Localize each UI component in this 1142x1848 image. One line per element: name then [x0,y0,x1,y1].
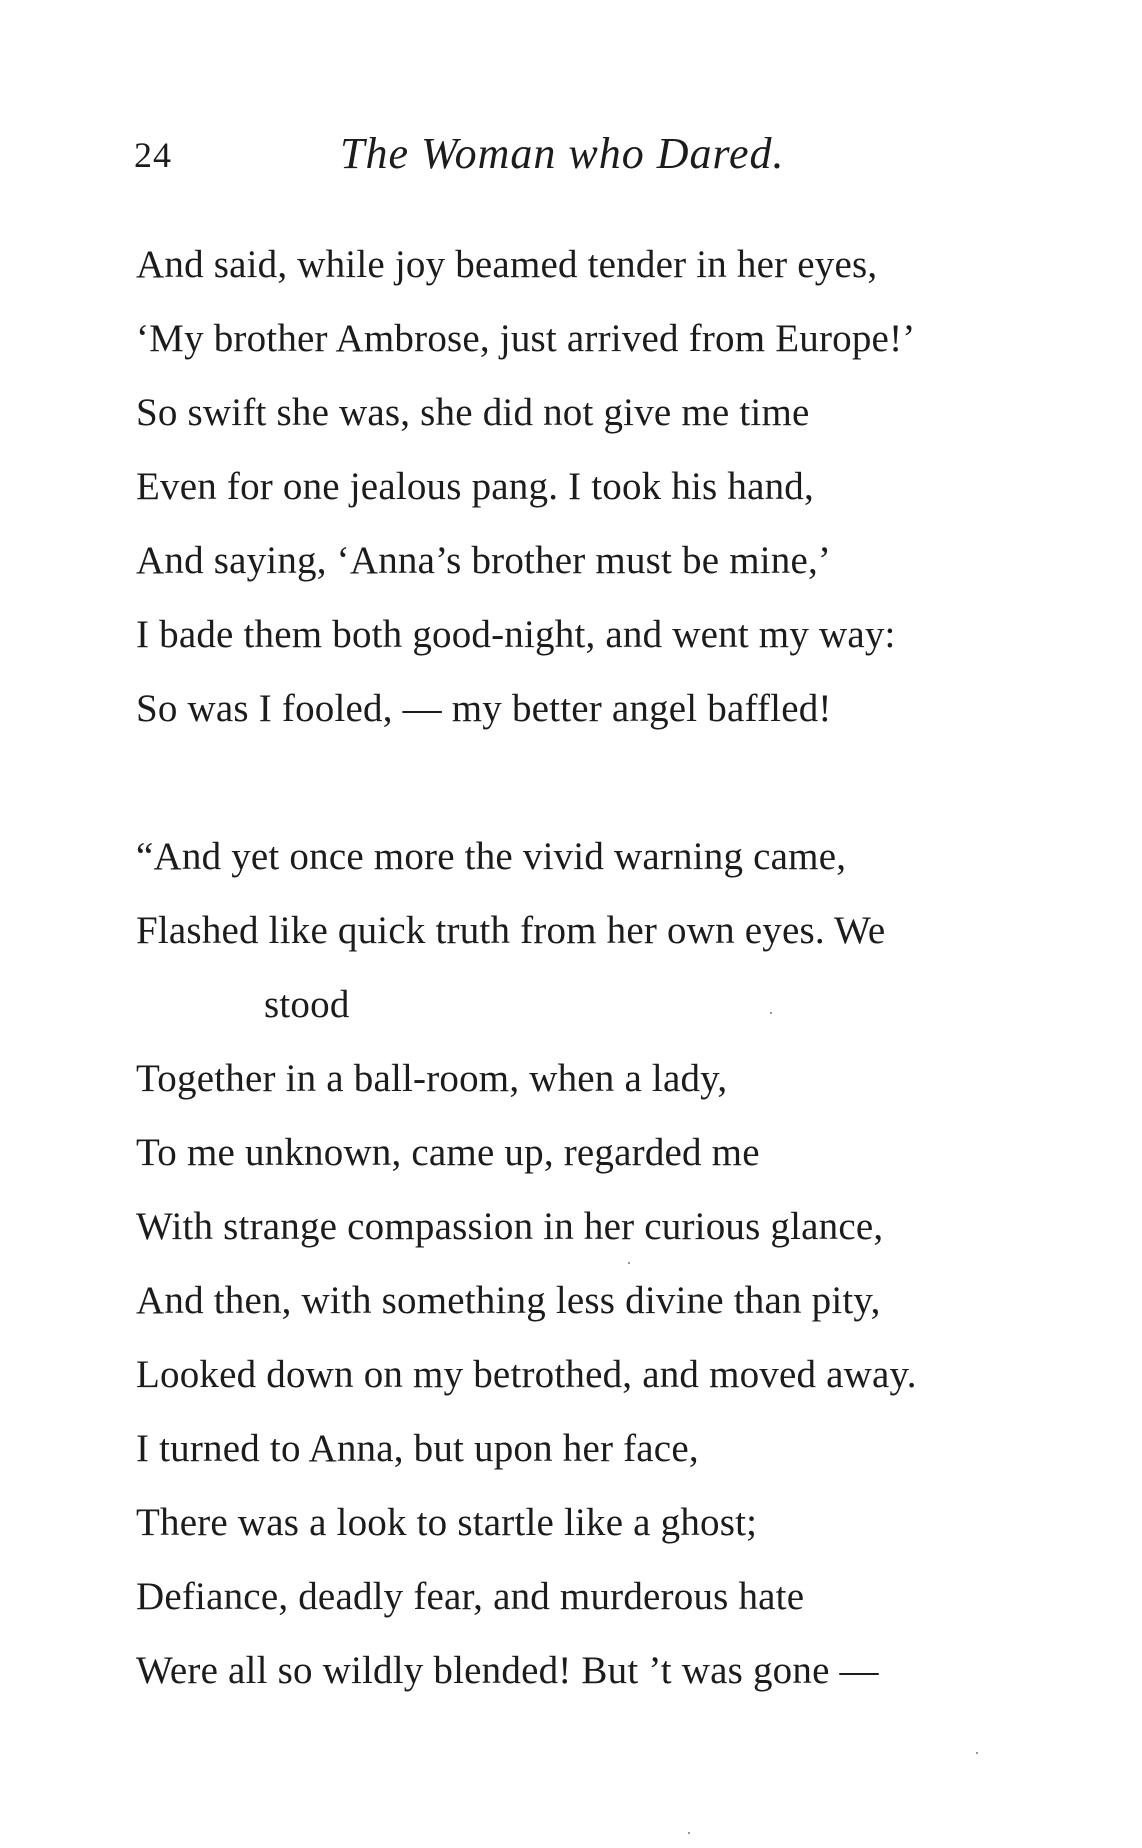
verse-line: I turned to Anna, but upon her face, [136,1427,699,1470]
verse-line-continuation: stood [264,983,350,1026]
verse-line: With strange compassion in her curious glance, [136,1205,884,1248]
paper-speck [688,1832,690,1834]
verse-line: So swift she was, she did not give me time [136,391,810,434]
paper-speck [976,1752,978,1754]
verse-line: There was a look to startle like a ghost; [136,1501,758,1544]
running-title: The Woman who Dared. [340,129,785,178]
verse-line: Looked down on my betrothed, and moved away. [136,1353,917,1396]
verse-line: And saying, ‘Anna’s brother must be mine,’ [136,539,832,582]
paper-speck [770,1012,772,1014]
verse-line: I bade them both good-night, and went my way: [136,613,896,656]
stanza-1 [136,228,915,746]
verse-line: Even for one jealous pang. I took his hand, [136,465,814,508]
verse-line: So was I fooled, — my better angel baffled! [136,687,832,730]
verse-line: ‘My brother Ambrose, just arrived from Europe!’ [136,317,916,360]
verse-line: Together in a ball-room, when a lady, [136,1057,728,1100]
running-head [134,128,1034,188]
stanza-2 [136,820,917,1708]
verse-line: Were all so wildly blended! But ’t was gone — [136,1649,879,1692]
paper-speck [628,1262,630,1264]
verse-line: To me unknown, came up, regarded me [136,1131,760,1174]
verse-line: Flashed like quick truth from her own eyes. We [136,909,886,952]
verse-line: Defiance, deadly fear, and murderous hate [136,1575,805,1618]
verse-line: And said, while joy beamed tender in her eyes, [136,243,878,286]
page-number: 24 [134,135,172,175]
verse-line: “And yet once more the vivid warning came, [136,835,847,878]
verse-line: And then, with something less divine than pity, [136,1279,881,1322]
